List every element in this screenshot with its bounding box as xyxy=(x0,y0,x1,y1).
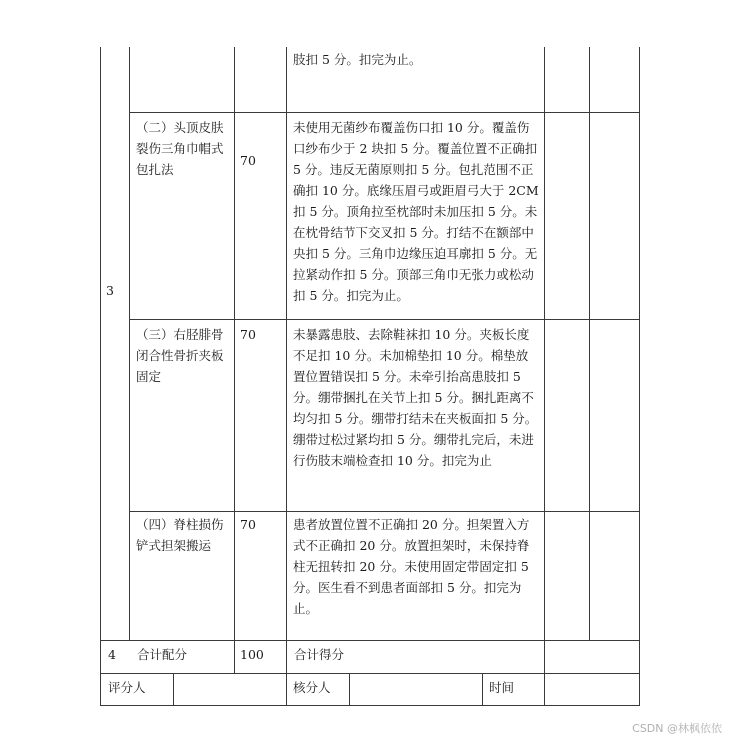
grid-line xyxy=(129,47,130,640)
total-score-label: 合计得分 xyxy=(294,647,345,662)
grid-line xyxy=(234,47,235,673)
grid-line xyxy=(544,47,545,706)
item-criteria: 未暴露患肢、去除鞋袜扣 10 分。夹板长度不足扣 10 分。未加棉垫扣 10 分。棉垫放置位置错误扣 5 分。未牵引抬高患肢扣 5 分。绷带捆扎在关节上扣 5 分。捆扎距离不均匀扣 5 分。绷带打结未在夹板面扣 5 分。绷带过松过紧均扣 5 分。绷带扎完后，未进行伤肢末端检查扣 10 分。扣完为止 xyxy=(293,327,538,468)
item-score: 70 xyxy=(240,327,256,342)
item-score: 70 xyxy=(240,517,256,532)
total-allocated-value: 100 xyxy=(240,647,264,662)
grid-line xyxy=(482,673,483,706)
time-label: 时间 xyxy=(489,680,515,695)
grader-label: 评分人 xyxy=(108,680,146,695)
item-name: （三）右胫腓骨闭合性骨折夹板固定 xyxy=(136,327,224,384)
item-criteria: 患者放置位置不正确扣 20 分。担架置入方式不正确扣 20 分。放置担架时，未保持脊柱无扭转扣 20 分。未使用固定带固定扣 5 分。医生看不到患者面部扣 5 分。扣完为止。 xyxy=(293,517,530,616)
table-border-right xyxy=(639,47,640,706)
grid-line xyxy=(129,511,640,512)
grid-line xyxy=(589,47,590,640)
item-name: （二）头顶皮肤裂伤三角巾帽式包扎法 xyxy=(136,120,224,177)
section-index-3: 3 xyxy=(106,283,114,298)
item-name: （四）脊柱损伤铲式担架搬运 xyxy=(136,517,224,553)
table-border-bottom xyxy=(100,705,640,706)
grid-line xyxy=(286,47,287,706)
item-criteria: 未使用无菌纱布覆盖伤口扣 10 分。覆盖伤口纱布少于 2 块扣 5 分。覆盖位置不正确扣 5 分。违反无菌原则扣 5 分。包扎范围不正确扣 10 分。底缘压眉弓或距眉弓大于 2CM 扣 5 分。顶角拉至枕部时未加压扣 5 分。未在枕骨结节下交叉扣 5 分。打结不在额部中央扣 5 分。三角巾边缘压迫耳廓扣 5 分。无拉紧动作扣 5 分。顶部三角巾无张力或松动扣 5 分。扣完为止。 xyxy=(293,120,539,303)
checker-label: 核分人 xyxy=(293,680,331,695)
grid-line xyxy=(129,112,640,113)
grid-line xyxy=(100,640,640,641)
table-border-left xyxy=(100,47,101,706)
criteria-continuation: 肢扣 5 分。扣完为止。 xyxy=(293,52,422,67)
item-score: 70 xyxy=(240,153,256,168)
total-allocated-label: 合计配分 xyxy=(137,647,188,662)
grid-line xyxy=(349,673,350,706)
watermark: CSDN @林枫依依 xyxy=(632,722,722,735)
row-index-4: 4 xyxy=(108,647,116,662)
grid-line xyxy=(173,673,174,706)
grid-line xyxy=(129,319,640,320)
grid-line xyxy=(100,673,640,674)
